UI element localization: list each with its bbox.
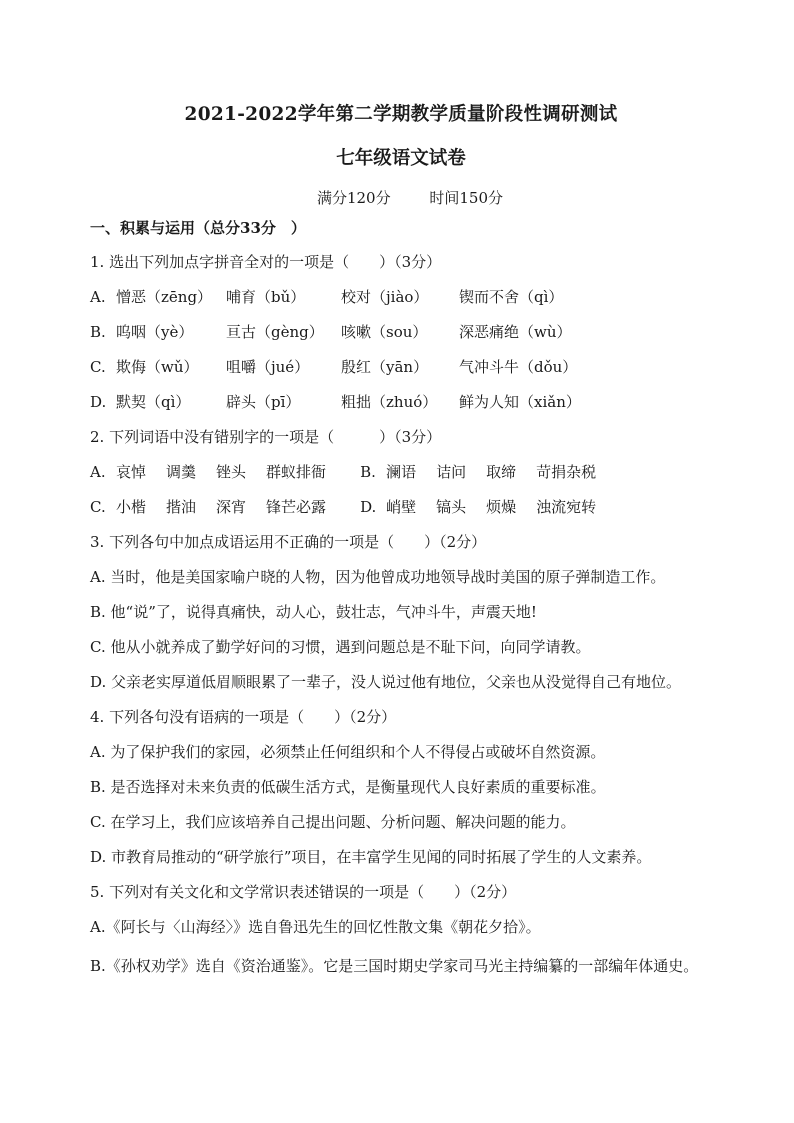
question-1-option-d xyxy=(90,390,712,415)
question-4-option-b: B. 是否选择对未来负责的低碳生活方式，是衡量现代人良好素质的重要标准。 xyxy=(90,778,606,796)
option-item: 锲而不舍（qì） xyxy=(459,288,564,306)
score-time-line xyxy=(108,186,712,210)
question-1-stem: 1. 选出下列加点字拼音全对的一项是（ ）（3分） xyxy=(90,253,442,271)
question-4-stem: 4. 下列各句没有语病的一项是（ ）（2分） xyxy=(90,708,397,726)
question-5-stem: 5. 下列对有关文化和文学常识表述错误的一项是（ ）（2分） xyxy=(90,883,517,901)
section-heading: 一、积累与运用（总分33分 ） xyxy=(90,219,306,237)
question-3-option-c: C. 他从小就养成了勤学好问的习惯，遇到问题总是不耻下问，向同学请教。 xyxy=(90,638,591,656)
option-item: 调羹 xyxy=(166,463,197,481)
option-item: 气冲斗牛（dǒu） xyxy=(459,358,578,376)
question-2-stem: 2. 下列词语中没有错别字的一项是（ ）（3分） xyxy=(90,428,442,446)
option-label: D. xyxy=(360,498,377,516)
option-label: B. xyxy=(90,323,106,341)
option-item: 烦燥 xyxy=(486,498,517,516)
option-label: A. xyxy=(90,463,106,481)
question-5-option-b: B.《孙权劝学》选自《资治通鉴》。它是三国时期史学家司马光主持编纂的一部编年体通史。 xyxy=(90,957,699,975)
option-item: 咳嗽（sou） xyxy=(341,323,428,341)
question-5-option-a: A.《阿长与〈山海经〉》选自鲁迅先生的回忆性散文集《朝花夕拾》。 xyxy=(90,918,541,936)
question-2-row-1 xyxy=(90,460,712,485)
option-item: 群蚁排衙 xyxy=(266,463,327,481)
option-item: 辟头（pī） xyxy=(226,393,301,411)
question-3-option-a: A. 当时，他是美国家喻户晓的人物，因为他曾成功地领导战时美国的原子弹制造工作。 xyxy=(90,568,666,586)
option-item: 深恶痛绝（wù） xyxy=(459,323,572,341)
option-item: 呜咽（yè） xyxy=(116,323,194,341)
option-item: 憎恶（zēng） xyxy=(116,288,213,306)
question-4-option-d: D. 市教育局推动的“研学旅行”项目，在丰富学生见闻的同时拓展了学生的人文素养。 xyxy=(90,848,652,866)
option-item: 揩油 xyxy=(166,498,197,516)
option-item: 浊流宛转 xyxy=(536,498,597,516)
option-item: 咀嚼（jué） xyxy=(226,358,310,376)
option-label: D. xyxy=(90,393,107,411)
option-label: C. xyxy=(90,498,106,516)
option-item: 亘古（gèng） xyxy=(226,323,324,341)
question-1-option-b xyxy=(90,320,712,345)
question-4-option-a: A. 为了保护我们的家园，必须禁止任何组织和个人不得侵占或破坏自然资源。 xyxy=(90,743,606,761)
question-3-stem: 3. 下列各句中加点成语运用不正确的一项是（ ）（2分） xyxy=(90,533,487,551)
question-3-option-d: D. 父亲老实厚道低眉顺眼累了一辈子，没人说过他有地位，父亲也从没觉得自己有地位。 xyxy=(90,673,682,691)
exam-time: 时间150分 xyxy=(429,189,504,207)
option-item: 欺侮（wǔ） xyxy=(116,358,199,376)
option-item: 哺育（bǔ） xyxy=(226,288,306,306)
question-1-option-a xyxy=(90,285,712,310)
option-label: B. xyxy=(360,463,376,481)
option-item: 殷红（yān） xyxy=(341,358,429,376)
option-item: 诘问 xyxy=(436,463,467,481)
option-label: C. xyxy=(90,358,106,376)
option-item: 峭壁 xyxy=(386,498,417,516)
full-score: 满分120分 xyxy=(316,189,391,207)
question-1-option-c xyxy=(90,355,712,380)
option-item: 粗拙（zhuó） xyxy=(341,393,438,411)
option-item: 默契（qì） xyxy=(116,393,191,411)
option-item: 小楷 xyxy=(116,498,147,516)
exam-title: 2021-2022学年第二学期教学质量阶段性调研测试 xyxy=(184,104,618,125)
exam-subtitle: 七年级语文试卷 xyxy=(336,148,466,169)
option-item: 镐头 xyxy=(436,498,467,516)
option-item: 澜语 xyxy=(386,463,417,481)
option-item: 鲜为人知（xiǎn） xyxy=(459,393,581,411)
option-item: 深宵 xyxy=(216,498,247,516)
option-item: 锋芒必露 xyxy=(266,498,327,516)
option-item: 锉头 xyxy=(216,463,247,481)
question-3-option-b: B. 他“说”了，说得真痛快，动人心，鼓壮志，气冲斗牛，声震天地! xyxy=(90,603,537,621)
question-2-row-2 xyxy=(90,495,712,520)
option-item: 苛捐杂税 xyxy=(536,463,597,481)
option-label: A. xyxy=(90,288,106,306)
option-item: 取缔 xyxy=(486,463,517,481)
option-item: 校对（jiào） xyxy=(341,288,429,306)
question-4-option-c: C. 在学习上，我们应该培养自己提出问题、分析问题、解决问题的能力。 xyxy=(90,813,576,831)
option-item: 哀悼 xyxy=(116,463,147,481)
